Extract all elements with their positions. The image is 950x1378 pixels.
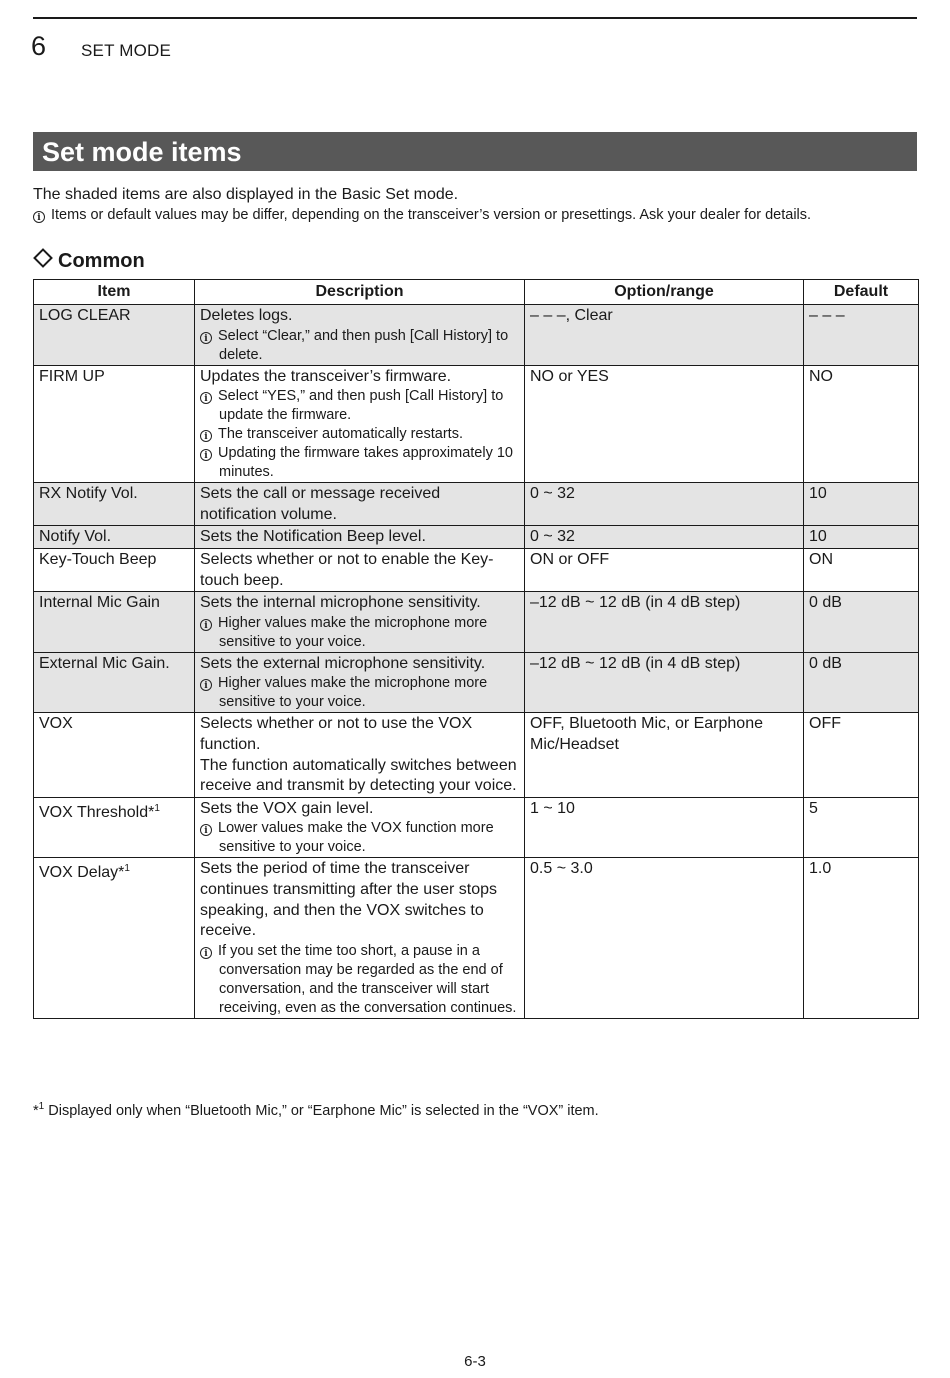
item-footnote-sup: 1 [124,863,130,875]
info-icon [200,824,212,836]
cell-default: OFF [804,713,919,797]
table-row [34,713,919,797]
table-row [34,797,919,858]
subsection-title-text: Common [58,250,145,272]
description-text: Updates the transceiver’s firmware. [200,367,452,385]
note-text: Higher values make the microphone more sensitive to your voice. [218,675,488,711]
info-icon [200,430,212,442]
cell-item [34,526,195,549]
note-text: Select “Clear,” and then push [Call History] to delete. [218,327,509,363]
description-text: Deletes logs. [200,307,293,324]
intro-note-text: Items or default values may be differ, depending on the transceiver’s version or presettings. Ask your dealer for details. [51,207,812,223]
item-name: VOX [39,715,73,733]
note-text: Lower values make the VOX function more sensitive to your voice. [218,820,494,856]
header-default: Default [804,280,919,305]
info-icon [200,332,212,344]
cell-description [195,305,525,366]
cell-item [34,365,195,483]
item-name: Key-Touch Beep [39,550,157,568]
description-note [200,387,519,425]
cell-option: –12 dB ~ 12 dB (in 4 dB step) [525,592,804,653]
section-title-bar [33,132,917,171]
header-option: Option/range [525,280,804,305]
cell-item [34,305,195,366]
cell-item [34,858,195,1018]
cell-item [34,797,195,858]
item-name: Internal Mic Gain [39,594,160,612]
table-header-row [34,280,919,305]
item-name: VOX Delay* [39,864,125,882]
cell-default: 1.0 [804,858,919,1018]
description-text: Sets the internal microphone sensitivity. [200,594,481,612]
cell-default: 0 dB [804,592,919,653]
description-note [200,425,519,444]
description-note [200,819,519,857]
cell-option: – – –, Clear [525,305,804,366]
note-text: Select “YES,” and then push [Call History] to update the firmware. [218,388,504,424]
table-row [34,365,919,483]
page-number: 6-3 [464,1353,486,1370]
header-item: Item [34,280,195,305]
cell-description [195,526,525,549]
cell-description [195,652,525,713]
note-text: The transceiver automatically restarts. [218,426,463,443]
cell-default: 10 [804,483,919,526]
description-note [200,614,519,652]
description-note [200,942,519,1018]
cell-description [195,592,525,653]
table-row [34,592,919,653]
cell-option: 0 ~ 32 [525,526,804,549]
footnote-text: Displayed only when “Bluetooth Mic,” or “Earphone Mic” is selected in the “VOX” item. [44,1103,599,1119]
chapter-number: 6 [31,31,47,61]
note-text: Updating the firmware takes approximately 10 minutes. [218,445,513,481]
cell-option: –12 dB ~ 12 dB (in 4 dB step) [525,652,804,713]
description-note [200,327,519,365]
info-icon [200,449,212,461]
intro-text: The shaded items are also displayed in the Basic Set mode. [33,186,459,203]
cell-description [195,713,525,797]
info-icon [33,211,45,223]
table-row [34,305,919,366]
note-text: Higher values make the microphone more sensitive to your voice. [218,614,488,650]
item-name: Notify Vol. [39,528,112,546]
cell-item [34,548,195,591]
info-icon [200,392,212,404]
cell-option: 0.5 ~ 3.0 [525,858,804,1018]
description-text: Selects whether or not to enable the Key-touch beep. [200,550,494,589]
footnote [33,1097,599,1121]
info-icon [200,619,212,631]
description-note [200,674,519,712]
table-row [34,483,919,526]
table-row [34,548,919,591]
cell-default: ON [804,548,919,591]
description-text: The function automatically switches between receive and transmit by detecting your voice. [200,756,517,795]
item-name: VOX Threshold* [39,803,155,821]
settings-table [33,279,919,1019]
cell-item [34,713,195,797]
description-text: Sets the period of time the transceiver continues transmitting after the user stops speaking, and then the VOX switches to receive. [200,860,498,940]
section-title: Set mode items [42,137,242,167]
item-name: FIRM UP [39,367,105,385]
cell-option: 1 ~ 10 [525,797,804,858]
footnote-sup: 1 [38,1101,45,1112]
cell-default: 0 dB [804,652,919,713]
footnote-marker: * [33,1103,39,1119]
item-name: LOG CLEAR [39,307,131,324]
note-text: If you set the time too short, a pause in a conversation may be regarded as the end of conversation, and the transceiver will start receiving, even as the conversation continues. [218,942,517,1016]
header-description: Description [195,280,525,305]
description-text: Sets the Notification Beep level. [200,528,426,546]
table-body [34,305,919,1019]
cell-default: 10 [804,526,919,549]
cell-option: ON or OFF [525,548,804,591]
top-rule [33,17,917,19]
cell-option: NO or YES [525,365,804,483]
description-text: Sets the call or message received notification volume. [200,485,441,523]
diamond-icon [33,248,53,268]
table-row [34,526,919,549]
cell-item [34,483,195,526]
description-note [200,444,519,482]
cell-description [195,797,525,858]
cell-default: 5 [804,797,919,858]
description-text: Sets the VOX gain level. [200,799,374,817]
subsection-title [33,248,145,274]
item-footnote-sup: 1 [154,802,160,814]
description-text: Sets the external microphone sensitivity. [200,654,486,672]
cell-default: – – – [804,305,919,366]
intro-note [33,205,811,225]
cell-description [195,548,525,591]
cell-description [195,858,525,1018]
info-icon [200,947,212,959]
table-row [34,858,919,1018]
table-row [34,652,919,713]
item-name: External Mic Gain. [39,654,170,672]
info-icon [200,679,212,691]
description-text: Selects whether or not to use the VOX function. [200,715,473,753]
chapter-title: SET MODE [81,41,172,60]
cell-description [195,365,525,483]
cell-item [34,592,195,653]
cell-item [34,652,195,713]
cell-default: NO [804,365,919,483]
item-name: RX Notify Vol. [39,485,138,503]
cell-option: 0 ~ 32 [525,483,804,526]
cell-option: OFF, Bluetooth Mic, or Earphone Mic/Headset [525,713,804,797]
cell-description [195,483,525,526]
